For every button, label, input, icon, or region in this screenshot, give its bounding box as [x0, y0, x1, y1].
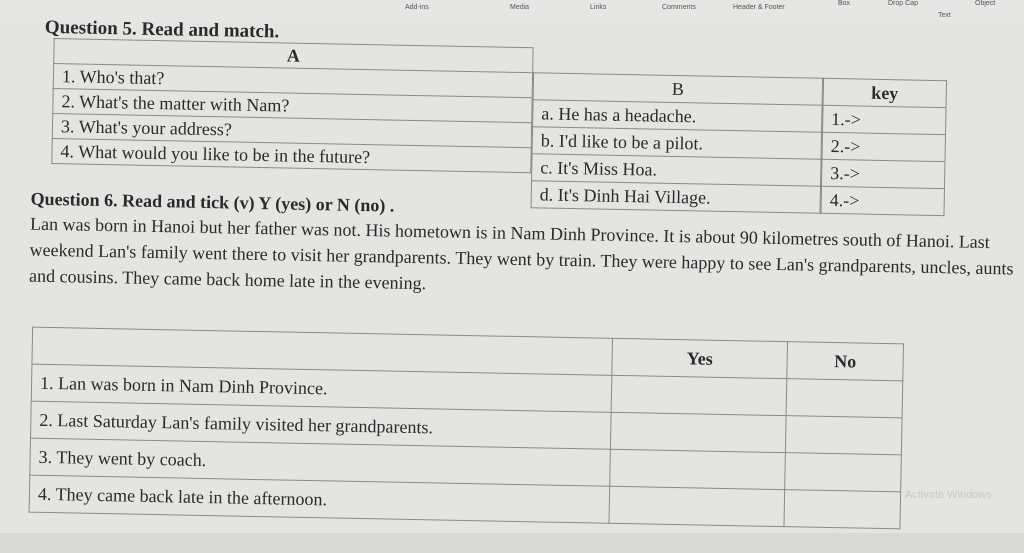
ribbon-links[interactable]: Links — [590, 4, 607, 11]
ribbon-comments[interactable]: Comments — [662, 4, 696, 11]
q5-col-a-header: A — [54, 39, 533, 73]
ribbon-object[interactable]: Object — [975, 0, 996, 7]
q6-statement: 1. Lan was born in Nam Dinh Province. — [31, 364, 612, 412]
q5-question: 3. What's your address? — [52, 114, 531, 148]
q5-question: 4. What would you like to be in the future? — [52, 139, 531, 173]
q6-no-cell[interactable] — [786, 416, 903, 455]
ribbon-text-group: Text — [938, 12, 951, 19]
reading-passage: Lan was born in Hanoi but her father was not. His hometown is in Nam Dinh Province. It is about 90 kilometres south of Hanoi. Last weekend Lan's family went there to visit her grandparents. They went by train. They were happy to see Lan's grandparents, uncles, aunts and cousins. They came back home late in the evening. — [28, 213, 1014, 294]
q5-question: 1. Who's that? — [53, 64, 532, 98]
q5-key-header: key — [823, 78, 946, 107]
q6-no-cell[interactable] — [786, 379, 903, 418]
q6-no-cell[interactable] — [785, 453, 902, 492]
q6-yes-no-table — [29, 327, 904, 530]
q5-key-table — [820, 78, 947, 216]
q6-yes-cell[interactable] — [610, 449, 786, 489]
q5-column-b-table — [531, 72, 824, 214]
q5-key-cell[interactable]: 1.-> — [823, 105, 946, 134]
q5-answer: c. It's Miss Hoa. — [532, 154, 821, 187]
q6-no-cell[interactable] — [784, 490, 901, 529]
q6-no-header: No — [787, 342, 904, 381]
q5-col-b-header: B — [533, 73, 822, 106]
activate-windows-watermark: Activate Windows — [905, 489, 992, 501]
question-6-title: Question 6. Read and tick (v) Y (yes) or N (no) . — [30, 188, 395, 216]
q6-statement: 2. Last Saturday Lan's family visited her grandparents. — [31, 401, 612, 449]
ribbon-add-ins[interactable]: Add-ins — [405, 4, 429, 11]
q5-key-cell[interactable]: 2.-> — [822, 132, 945, 161]
question-5-title: Question 5. Read and match. — [44, 16, 280, 43]
q6-statement: 3. They went by coach. — [30, 438, 611, 486]
ribbon-drop-cap[interactable]: Drop Cap — [888, 0, 918, 7]
q6-yes-cell[interactable] — [611, 375, 787, 415]
q6-yes-header: Yes — [612, 338, 788, 378]
q5-answer: a. He has a headache. — [533, 100, 822, 133]
q5-answer: b. I'd like to be a pilot. — [532, 127, 821, 160]
q6-yes-cell[interactable] — [609, 486, 785, 526]
q5-question: 2. What's the matter with Nam? — [53, 89, 532, 123]
q5-answer: d. It's Dinh Hai Village. — [531, 181, 820, 214]
ribbon-media[interactable]: Media — [510, 4, 530, 11]
q5-key-cell[interactable]: 4.-> — [821, 186, 944, 215]
ribbon-header-footer[interactable]: Header & Footer — [733, 4, 785, 11]
q6-statement: 4. They came back late in the afternoon. — [29, 475, 610, 523]
ribbon-box[interactable]: Box — [838, 0, 851, 7]
q6-yes-cell[interactable] — [611, 412, 787, 452]
q5-column-a-table — [51, 38, 533, 173]
document-page — [0, 16, 1024, 533]
q5-key-cell[interactable]: 3.-> — [821, 159, 944, 188]
